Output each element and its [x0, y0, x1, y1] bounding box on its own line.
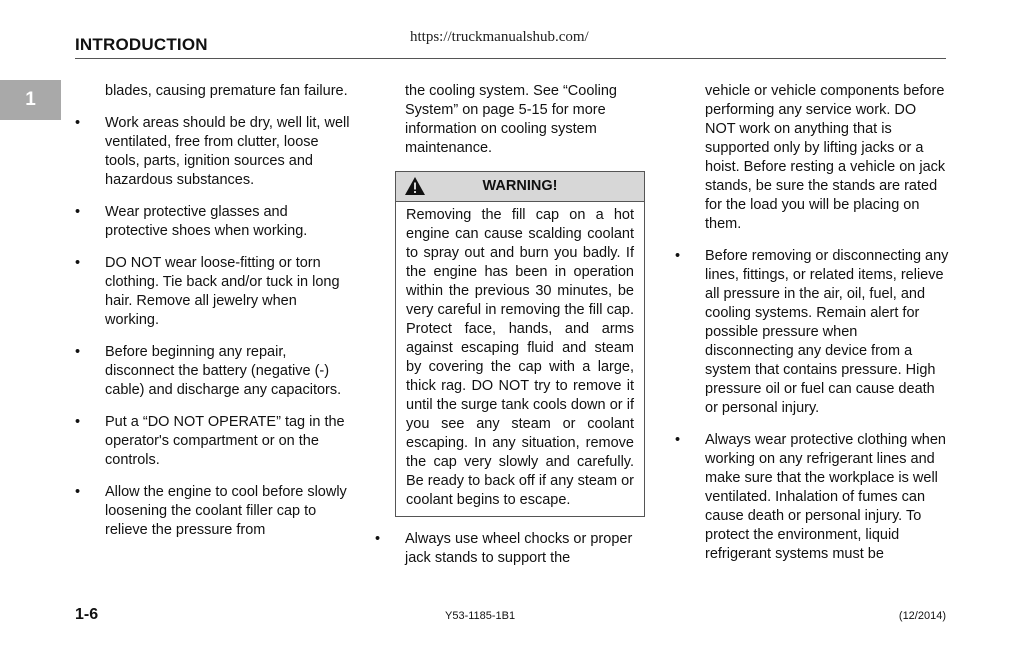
page-number: 1-6	[75, 606, 99, 623]
bullet-glyph: •	[675, 432, 681, 448]
bullet-glyph: •	[75, 484, 81, 500]
bullet-glyph: •	[75, 204, 81, 220]
list-item	[675, 431, 950, 564]
column2-lead-text: the cooling system. See “Cooling System” on page 5-15 for more information on cooling system maintenance.	[405, 83, 617, 156]
bullet-glyph: •	[75, 115, 81, 131]
list-item-text: Before beginning any repair, disconnect the battery (negative (-) cable) and discharge any capacitors.	[105, 344, 342, 398]
list-item	[75, 413, 350, 470]
warning-triangle-icon	[404, 176, 426, 196]
warning-box	[395, 171, 645, 517]
column1-lead-text: blades, causing premature fan failure.	[105, 83, 348, 99]
list-item-text: Before removing or disconnecting any lines, fittings, or related items, relieve all pressure in the air, oil, fuel, and cooling systems. Remain alert for possible pressure when disconnecting any device from a system that contains pressure. High pressure oil or fuel can cause death or personal injury.	[705, 248, 949, 416]
list-item-text: DO NOT wear loose-fitting or torn clothing. Tie back and/or tuck in long hair. Remove all jewelry when working.	[105, 255, 340, 328]
list-item	[375, 530, 647, 568]
header-divider	[75, 58, 946, 59]
bullet-glyph: •	[75, 255, 81, 271]
warning-header	[396, 172, 644, 202]
bullet-glyph: •	[75, 344, 81, 360]
bullet-glyph: •	[75, 414, 81, 430]
warning-body: Removing the fill cap on a hot engine can cause scalding coolant to spray out and burn you badly. If the engine has been in operation within the previous 30 minutes, be very careful in removing the fill cap. Protect face, hands, and arms against escaping fluid and steam by covering the cap with a large, thick rag. DO NOT try to remove it until the surge tank cools down or if you see any steam or coolant escaping. In any situation, remove the cap very slowly and carefully. Be ready to back off if any steam or coolant begins to escape.	[406, 207, 634, 508]
list-item	[75, 203, 350, 241]
header-url: https://truckmanualshub.com/	[410, 29, 589, 45]
list-item-text: Put a “DO NOT OPERATE” tag in the operator's compartment or on the controls.	[105, 414, 345, 468]
list-item	[675, 247, 950, 418]
list-item-text: Wear protective glasses and protective shoes when working.	[105, 204, 308, 239]
section-tab: 1	[0, 80, 61, 120]
text-column-1	[75, 82, 350, 553]
list-item	[75, 254, 350, 330]
list-item-text: Work areas should be dry, well lit, well ventilated, free from clutter, loose tools, parts, ignition sources and hazardous substances.	[105, 115, 350, 188]
warning-heading: WARNING!	[482, 178, 558, 194]
page-header-title: INTRODUCTION	[75, 35, 208, 54]
list-item-text: Always use wheel chocks or proper jack stands to support the	[405, 531, 633, 566]
text-column-3	[675, 82, 950, 577]
list-item	[75, 483, 350, 540]
list-item-text: Allow the engine to cool before slowly loosening the coolant filler cap to relieve the pressure from	[105, 484, 347, 538]
bullet-glyph: •	[375, 531, 381, 547]
document-id: Y53-1185-1B1	[445, 610, 516, 622]
list-item-text: Always wear protective clothing when working on any refrigerant lines and make sure that the workplace is well ventilated. Inhalation of fumes can cause death or personal injury. To protect the environment, liquid refrigerant systems must be	[705, 432, 946, 562]
revision-date: (12/2014)	[898, 610, 946, 622]
bullet-glyph: •	[675, 248, 681, 264]
list-item	[75, 114, 350, 190]
column3-lead-text: vehicle or vehicle components before performing any service work. DO NOT work on anything that is supported only by lifting jacks or a hoist. Before resting a vehicle on jack stands, be sure the stands are rated for the load you will be placing on them.	[705, 83, 946, 232]
text-column-2	[375, 82, 647, 581]
list-item	[75, 343, 350, 400]
